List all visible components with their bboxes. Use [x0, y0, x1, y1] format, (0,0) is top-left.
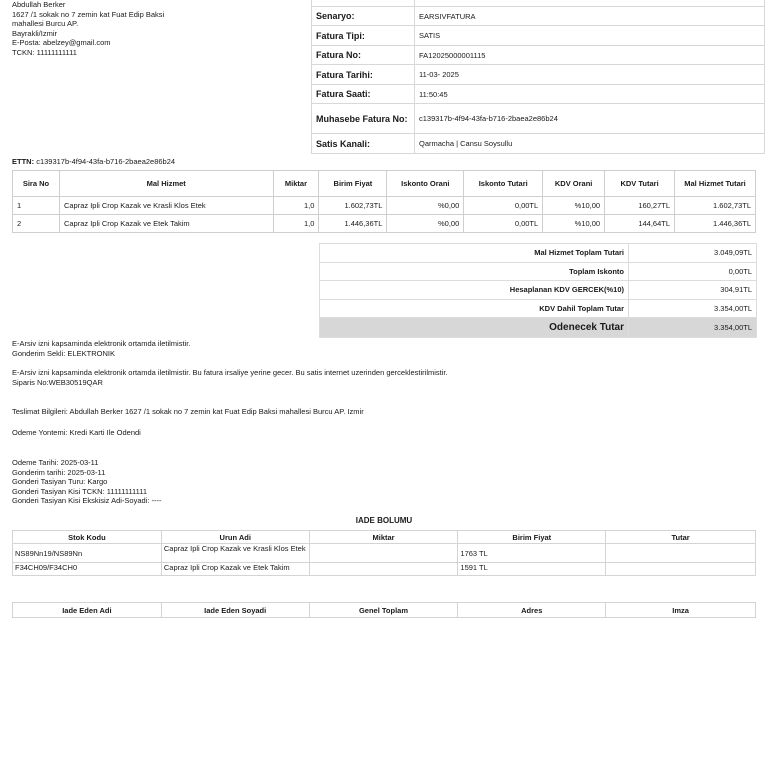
- column-header: Iskonto Tutari: [464, 171, 543, 197]
- scenario-label: Senaryo:: [312, 7, 415, 26]
- column-header: Urun Adi: [161, 531, 309, 544]
- amount-due-value: 3.354,00TL: [629, 318, 757, 338]
- table-cell: 160,27TL: [605, 197, 675, 215]
- table-cell: 1,0: [273, 197, 319, 215]
- total-with-vat-value: 3.354,00TL: [629, 299, 757, 318]
- column-header: Iade Eden Adi: [13, 603, 162, 618]
- table-cell: NS89Nn19/NS89Nn: [13, 544, 162, 563]
- table-cell: 144,64TL: [605, 215, 675, 233]
- table-row: [13, 215, 756, 233]
- column-header: Imza: [606, 603, 756, 618]
- column-header: KDV Tutari: [605, 171, 675, 197]
- invoice-time-value: 11:50:45: [415, 85, 765, 104]
- table-cell: Capraz Ipli Crop Kazak ve Etek Takim: [59, 215, 273, 233]
- table-cell: 1.602,73TL: [675, 197, 756, 215]
- sender-address-line: mahallesi Burcu AP.: [12, 19, 79, 28]
- table-row: [13, 197, 756, 215]
- invoice-number-value: FA12025000001115: [415, 46, 765, 65]
- ettn-label: ETTN:: [12, 157, 35, 166]
- column-header: Stok Kodu: [13, 531, 162, 544]
- invoice-type-value: SATIS: [415, 26, 765, 46]
- earsiv-note: E-Arsiv izni kapsaminda elektronik ortamda iletilmistir. Gonderim Sekli: ELEKTRONIK: [12, 339, 191, 358]
- table-cell: 0,00TL: [464, 197, 543, 215]
- sales-channel-value: Qarmacha | Cansu Soysullu: [415, 134, 765, 154]
- vat-label: Hesaplanan KDV GERCEK(%10): [320, 281, 629, 300]
- return-signature-table: [12, 602, 756, 618]
- column-header: Sira No: [13, 171, 60, 197]
- table-cell: [309, 544, 458, 563]
- order-number: Siparis No:WEB30519QAR: [12, 377, 103, 387]
- table-cell: Capraz Ipli Crop Kazak ve Krasli Klos Etek: [161, 544, 309, 563]
- amount-due-label: Odenecek Tutar: [320, 318, 629, 338]
- table-cell: 0,00TL: [464, 215, 543, 233]
- table-cell: 1,0: [273, 215, 319, 233]
- table-row: [13, 563, 756, 576]
- table-cell: [606, 563, 756, 576]
- column-header: Genel Toplam: [309, 603, 458, 618]
- table-cell: %10,00: [543, 215, 605, 233]
- invoice-items-table: [12, 170, 756, 233]
- table-cell: [606, 544, 756, 563]
- column-header: Birim Fiyat: [319, 171, 387, 197]
- table-cell: Capraz Ipli Crop Kazak ve Krasli Klos Etek: [59, 197, 273, 215]
- column-header: KDV Orani: [543, 171, 605, 197]
- ettn-line: [12, 157, 175, 166]
- sender-email: E-Posta: abelzey@gmail.com: [12, 38, 111, 47]
- order-note: E-Arsiv izni kapsaminda elektronik ortamda iletilmistir. Bu fatura irsaliye yerine gecer. Bu satis internet uzerinden gerceklestirilmistir. Siparis No:WEB30519QAR: [12, 368, 752, 387]
- table-header-row: [13, 603, 756, 618]
- column-header: Mal Hizmet: [59, 171, 273, 197]
- sender-tckn: TCKN: 11111111111: [12, 47, 77, 57]
- table-cell: 1.602,73TL: [319, 197, 387, 215]
- subtotal-label: Mal Hizmet Toplam Tutari: [320, 244, 629, 263]
- vat-value: 304,91TL: [629, 281, 757, 300]
- table-header-row: [13, 171, 756, 197]
- total-with-vat-label: KDV Dahil Toplam Tutar: [320, 299, 629, 318]
- sender-name: Abdullah Berker: [12, 0, 66, 9]
- subtotal-value: 3.049,09TL: [629, 244, 757, 263]
- return-section-title: IADE BOLUMU: [355, 516, 413, 525]
- delivery-info: Teslimat Bilgileri: Abdullah Berker 1627 /1 sokak no 7 zemin kat Fuat Edip Baksi mahallesi Burcu AP. Izmir: [12, 407, 364, 416]
- scenario-value: EARSIVFATURA: [415, 7, 765, 26]
- payment-method: Odeme Yontemi: Kredi Karti Ile Odendi: [12, 428, 141, 437]
- invoice-info-table: [311, 0, 765, 154]
- column-header: Iskonto Orani: [387, 171, 464, 197]
- column-header: Miktar: [309, 531, 458, 544]
- table-row: [13, 544, 756, 563]
- sender-address-line: 1627 /1 sokak no 7 zemin kat Fuat Edip Baksi: [12, 9, 165, 19]
- return-table: [12, 530, 756, 576]
- table-cell: 1763 TL: [458, 544, 606, 563]
- discount-value: 0,00TL: [629, 262, 757, 281]
- column-header: Miktar: [273, 171, 319, 197]
- table-cell: 2: [13, 215, 60, 233]
- sender-city: Bayrakli/Izmir: [12, 28, 58, 38]
- table-cell: 1591 TL: [458, 563, 606, 576]
- invoice-time-label: Fatura Saati:: [312, 85, 415, 104]
- accounting-invoice-value: c139317b-4f94-43fa-b716-2baea2e86b24: [415, 104, 765, 134]
- column-header: Birim Fiyat: [458, 531, 606, 544]
- table-cell: [309, 563, 458, 576]
- column-header: Iade Eden Soyadi: [161, 603, 309, 618]
- column-header: Adres: [458, 603, 606, 618]
- table-cell: %0,00: [387, 197, 464, 215]
- invoice-date-label: Fatura Tarihi:: [312, 65, 415, 85]
- table-cell: F34CH09/F34CH0: [13, 563, 162, 576]
- table-cell: Capraz Ipli Crop Kazak ve Etek Takim: [161, 563, 309, 576]
- column-header: Mal Hizmet Tutari: [675, 171, 756, 197]
- sales-channel-label: Satis Kanali:: [312, 134, 415, 154]
- table-header-row: [13, 531, 756, 544]
- table-cell: 1.446,36TL: [675, 215, 756, 233]
- table-cell: 1: [13, 197, 60, 215]
- invoice-number-label: Fatura No:: [312, 46, 415, 65]
- invoice-type-label: Fatura Tipi:: [312, 26, 415, 46]
- invoice-date-value: 11-03- 2025: [415, 65, 765, 85]
- table-cell: %0,00: [387, 215, 464, 233]
- table-cell: 1.446,36TL: [319, 215, 387, 233]
- accounting-invoice-label: Muhasebe Fatura No:: [312, 104, 415, 134]
- totals-table: [319, 243, 757, 338]
- ettn-value: c139317b-4f94-43fa-b716-2baea2e86b24: [36, 157, 176, 166]
- table-cell: %10,00: [543, 197, 605, 215]
- shipping-info: Odeme Tarihi: 2025-03-11 Gonderim tarihi: 2025-03-11 Gonderi Tasiyan Turu: Kargo Gonderi Tasiyan Kisi TCKN: 11111111111 Gonderi Tasiyan Kisi Ekskisiz Adi-Soyadi: ----: [12, 458, 162, 505]
- sender-info: [12, 0, 212, 57]
- discount-label: Toplam Iskonto: [320, 262, 629, 281]
- column-header: Tutar: [606, 531, 756, 544]
